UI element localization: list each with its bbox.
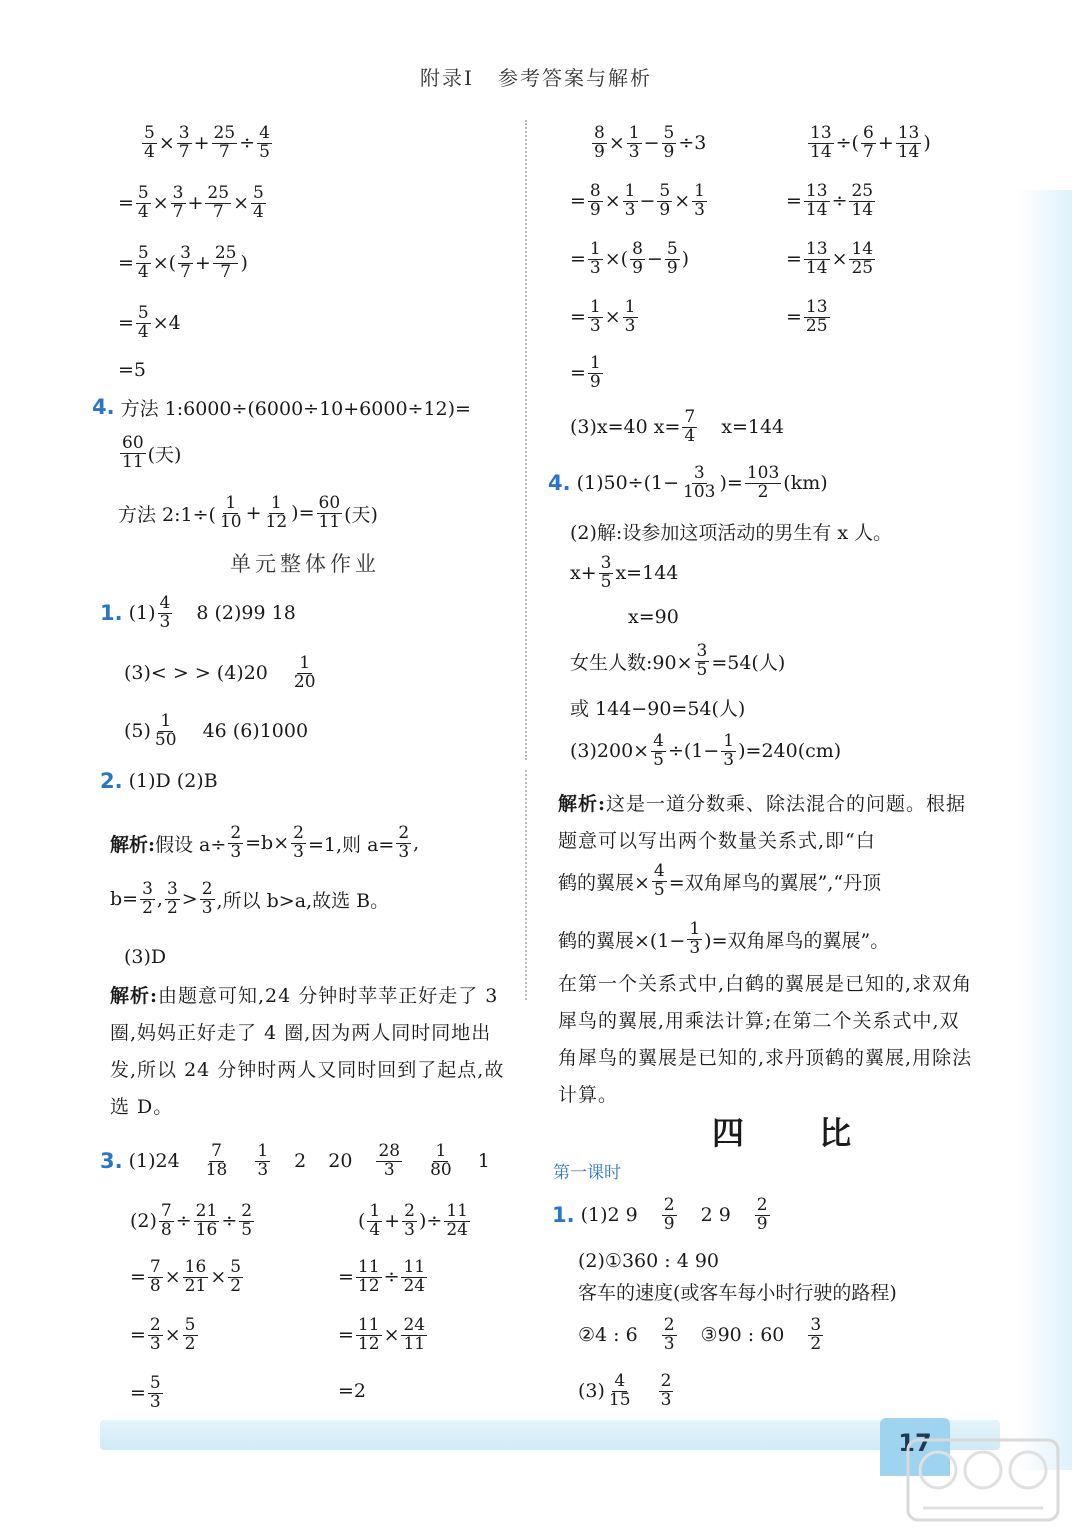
analysis-text: =双角犀鸟的翼展”,“丹顶 (668, 871, 882, 894)
eq-line: = $\frac{13}{14}$ × $\frac{14}{25}$ (786, 238, 874, 278)
question-number: 1. (100, 601, 123, 625)
answer-text: ②4 : 6 (578, 1324, 638, 1346)
eq-line: ( $\frac{1}{4}$ + $\frac{2}{3}$ )÷ $\frac{11}{24}$ (358, 1200, 468, 1240)
analysis-text: 由题意可知,24 分钟时苹苹正好走了 3 圈,妈妈正好走了 4 圈,因为两人同时同地出发,所以 24 分钟时两人又同时回到了起点,故选 D。 (110, 985, 505, 1118)
eq-line: = $\frac{5}{3}$ (130, 1372, 161, 1412)
p1-line-b: (2)①360 : 4 90 (578, 1250, 719, 1272)
answer-text: (3)200× (570, 740, 650, 762)
eq-line: = $\frac{11}{12}$ × $\frac{24}{11}$ (338, 1314, 426, 1354)
q3-line: 3. (1)24 $\frac{7}{18}$ $\frac{1}{3}$ 2 20 $\frac{28}{3}$ $\frac{1}{80}$ 1 (100, 1140, 490, 1180)
header-appendix: 附录Ⅰ (420, 66, 474, 90)
eq-line: = $\frac{5}{4}$ × $\frac{3}{7}$ + $\frac{25}{7}$ × $\frac{5}{4}$ (118, 182, 264, 222)
answer-text: ③90 : 60 (700, 1324, 785, 1346)
footer-band (100, 1420, 1000, 1450)
column-divider-lower (525, 770, 527, 1000)
q1-line-c: (5) $\frac{1}{50}$ 46 (6)1000 (124, 710, 309, 750)
eq-line: $\frac{60}{11}$ (天) (122, 432, 182, 472)
analysis-label: 解析: (110, 833, 156, 856)
analysis-text: ,所以 b>a,故选 B。 (216, 889, 390, 912)
days-unit: (天) (147, 443, 182, 466)
answer-text: (2) (130, 1210, 157, 1232)
q2-line (100, 756, 218, 806)
p1-line-c: 客车的速度(或客车每小时行驶的路程) (578, 1281, 897, 1304)
eq-line: x+ $\frac{3}{5}$ x=144 (570, 552, 679, 592)
answer-text: (1)D (2)B (128, 770, 218, 792)
eq-line: (2) $\frac{7}{8}$ ÷ $\frac{21}{16}$ ÷ $\frac{2}{5}$ (130, 1200, 253, 1240)
question-number: 3. (100, 1149, 123, 1173)
answer-text: 女生人数:90× (570, 651, 693, 674)
eq-line: = $\frac{13}{25}$ (786, 296, 828, 336)
answer-text: (1)50÷(1− (576, 472, 680, 494)
days-unit: (天) (344, 503, 378, 526)
answer-text: (1) (128, 602, 156, 624)
r-analysis-4: 在第一个关系式中,白鹤的翼展是已知的,求双角犀鸟的翼展,用乘法计算;在第二个关系式中,双角犀鸟的翼展是已知的,求丹顶鹤的翼展,用除法计算。 (558, 973, 973, 1106)
q2-analysis-1: 解析: 假设 a÷ $\frac{2}{3}$ =b× $\frac{2}{3}$ =1,则 a= $\frac{2}{3}$ , (110, 822, 420, 862)
q1-line-b: (3)< > > (4)20 $\frac{1}{20}$ (124, 652, 316, 692)
r-analysis-1 (558, 786, 978, 860)
q4r-line: 4. (1)50÷(1− $\frac{3}{103}$ )= $\frac{103}{2}$ (km) (548, 462, 828, 502)
answer-text: (3)< > > (4)20 (124, 662, 268, 684)
chapter-title: 四 比 (712, 1114, 884, 1152)
eq-line: = $\frac{7}{8}$ × $\frac{16}{21}$ × $\frac{5}{2}$ (130, 1256, 242, 1296)
q4r-line-2: (2)解:设参加这项活动的男生有 x 人。 (570, 521, 893, 544)
q2-analysis-3 (110, 978, 510, 1126)
q2-d-line: (3)D (124, 946, 167, 968)
q1-line: 1. (1) $\frac{4}{3}$ 8 (2)99 18 (100, 592, 296, 632)
question-number: 4. (548, 471, 571, 495)
answer-text: x=144 (615, 562, 679, 584)
answer-text: )=240(cm) (738, 740, 842, 762)
question-number: 4. (92, 395, 115, 419)
eq-line: = $\frac{1}{3}$ × $\frac{1}{3}$ (570, 296, 636, 336)
answer-text: (km) (783, 472, 828, 494)
answer-text: 46 (6)1000 (202, 720, 309, 742)
decorative-right-band (1017, 190, 1072, 1470)
p1-line-e: (3) $\frac{4}{15}$ $\frac{2}{3}$ (578, 1370, 672, 1410)
analysis-text: 假设 a÷ (155, 833, 227, 856)
eq-line: x=90 (628, 606, 679, 628)
method-2: 方法 2:1÷( (118, 503, 216, 526)
answer-text: (1)2 9 (580, 1204, 638, 1226)
eq-line: =5 (118, 359, 147, 381)
q2-analysis-2: b= $\frac{3}{2}$ , $\frac{3}{2}$ > $\frac{2}{3}$ ,所以 b>a,故选 B。 (110, 878, 390, 918)
header-title: 参考答案与解析 (497, 66, 652, 90)
p1-line-d: ②4 : 6 $\frac{2}{3}$ ③90 : 60 $\frac{3}{2}$ (578, 1314, 822, 1354)
analysis-text: 鹤的翼展× (558, 871, 650, 894)
method-1: 方法 1:6000÷(6000÷10+6000÷12)= (120, 397, 471, 420)
answer-text: (3) (578, 1380, 605, 1402)
question-number: 1. (552, 1203, 575, 1227)
eq-line: $\frac{13}{14}$ ÷( $\frac{6}{7}$ + $\frac{13}{14}$ ) (810, 122, 931, 162)
method-2-line: 方法 2:1÷( $\frac{1}{10}$ + $\frac{1}{12}$ )= $\frac{60}{11}$ (天) (118, 492, 378, 532)
answer-text: ÷(1− (667, 740, 720, 762)
answer-text: (5) (124, 720, 151, 742)
analysis-text: 鹤的翼展×(1− (558, 929, 686, 952)
analysis-text: )=双角犀鸟的翼展”。 (704, 929, 890, 952)
r-analysis-3: 鹤的翼展×(1− $\frac{1}{3}$ )=双角犀鸟的翼展”。 (558, 918, 890, 958)
eq-line: = $\frac{8}{9}$ × $\frac{1}{3}$ − $\frac{5}{9}$ × $\frac{1}{3}$ (570, 180, 705, 220)
analysis-label: 解析: (110, 985, 159, 1007)
page-header (0, 62, 1072, 91)
or-line: 或 144−90=54(人) (570, 697, 746, 720)
answer-text: 8 (2)99 18 (196, 602, 296, 624)
q4-line (92, 382, 471, 432)
eq-line: = $\frac{1}{3}$ ×( $\frac{8}{9}$ − $\frac{5}{9}$ ) (570, 238, 690, 278)
eq-line: $\frac{5}{4}$ × $\frac{3}{7}$ + $\frac{25}{7}$ ÷ $\frac{4}{5}$ (144, 122, 270, 162)
eq-line: =2 (338, 1380, 367, 1402)
eq-line: = $\frac{11}{12}$ ÷ $\frac{11}{24}$ (338, 1256, 426, 1296)
watermark-logo (898, 1430, 1068, 1530)
q4r-line-3: (3)200× $\frac{4}{5}$ ÷(1− $\frac{1}{3}$ )=240(cm) (570, 730, 842, 770)
r-analysis-2: 鹤的翼展× $\frac{4}{5}$ =双角犀鸟的翼展”,“丹顶 (558, 860, 882, 900)
q3-3-line: (3)x=40 x= $\frac{7}{4}$ x=144 (570, 406, 785, 446)
question-number: 2. (100, 769, 123, 793)
analysis-text: 这是一道分数乘、除法混合的问题。根据题意可以写出两个数量关系式,即“白 (558, 793, 967, 852)
page-number: 17 (880, 1418, 950, 1476)
answer-text: 2 9 (700, 1204, 731, 1226)
answer-text: =54(人) (711, 651, 786, 674)
answer-text: x=144 (721, 416, 785, 438)
section-title: 单元整体作业 (230, 552, 380, 576)
eq-line: = $\frac{5}{4}$ ×( $\frac{3}{7}$ + $\frac{25}{7}$ ) (118, 242, 248, 282)
analysis-label: 解析: (558, 793, 607, 815)
answer-text: (3)x=40 x= (570, 416, 681, 438)
eq-line: = $\frac{1}{9}$ (570, 352, 601, 392)
answer-text: (1)24 (128, 1150, 180, 1172)
p1-line: 1. (1)2 9 $\frac{2}{9}$ 2 9 $\frac{2}{9}$ (552, 1194, 768, 1234)
eq-line: = $\frac{5}{4}$ ×4 (118, 302, 181, 342)
lesson-label: 第一课时 (553, 1163, 621, 1183)
analysis-text: =1,则 a= (307, 833, 395, 856)
column-divider (525, 120, 527, 760)
analysis-text: b= (110, 888, 139, 910)
analysis-text: =b× (245, 832, 290, 854)
eq-line: $\frac{8}{9}$ × $\frac{1}{3}$ − $\frac{5}{9}$ ÷3 (594, 122, 707, 162)
eq-line: = $\frac{2}{3}$ × $\frac{5}{2}$ (130, 1314, 196, 1354)
eq-line: = $\frac{13}{14}$ ÷ $\frac{25}{14}$ (786, 180, 874, 220)
girls-line: 女生人数:90× $\frac{3}{5}$ =54(人) (570, 640, 786, 680)
